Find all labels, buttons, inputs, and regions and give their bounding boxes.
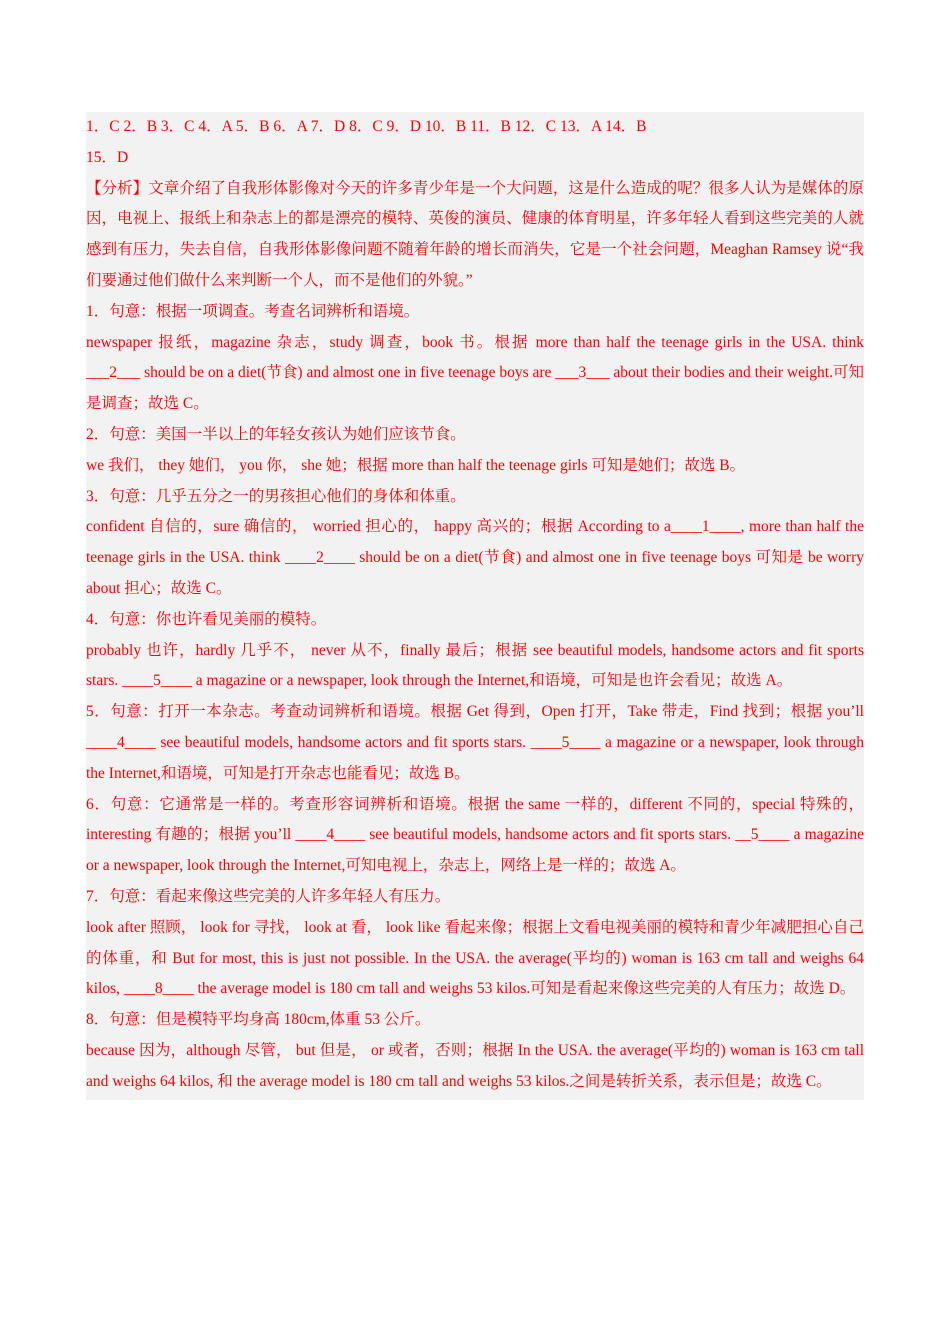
analysis-text: 文章介绍了自我形体影像对今天的许多青少年是一个大问题，这是什么造成的呢？很多人认为是媒体的原因，电视上、报纸上和杂志上的都是漂亮的模特、英俊的演员、健康的体育明星，许多年轻人看到这些完美的人就感到有压力，失去自信，自我形体影像问题不随着年龄的增长而消失，它是一个社会问题，Meaghan Ramsey 说“我们要通过他们做什么来判断一个人，而不是他们的外貌。”: [86, 179, 864, 289]
q6-explanation: 6．句意：它通常是一样的。考查形容词辨析和语境。根据 the same 一样的，different 不同的，special 特殊的， interesting 有趣的；根据 you’ll ____4____ see beautiful models, handsome actors and fit sports stars. __5____ a magazine or a newspaper, look through the Internet,可知电视上，杂志上，网络上是一样的；故选 A。: [86, 795, 864, 875]
q1-explanation: newspaper 报纸，magazine 杂志，study 调查，book 书。根据 more than half the teenage girls in the USA. think ___2___ should be on a diet(节食) and almost one in five teenage boys are ___3___ about their bodies and their weight.可知是调查；故选 C。: [86, 333, 865, 413]
blank: ____5____: [122, 672, 192, 690]
blank: ___2___: [86, 364, 141, 382]
blank: ____4____: [295, 826, 366, 844]
q4-explanation: probably 也许，hardly 几乎不， never 从不，finally 最后；根据 see beautiful models, handsome actors and fit sports stars. ____5____ a magazine or a newspaper, look through the Internet,和语境，可知是也许会看见；故选 A。: [86, 641, 864, 690]
blank: ____8____: [123, 980, 194, 998]
q5-explanation: 5．句意：打开一本杂志。考查动词辨析和语境。根据 Get 得到，Open 打开，Take 带走，Find 找到；根据 you’ll ____4____ see beautiful models, handsome actors and fit sports stars. ____5____ a magazine or a newspaper, look through the Internet,和语境，可知是打开杂志也能看见；故选 B。: [86, 703, 864, 782]
q7-title: 7．句意：看起来像这些完美的人许多年轻人有压力。: [86, 887, 451, 905]
q8-title: 8．句意：但是模特平均身高 180cm,体重 53 公斤。: [86, 1011, 431, 1029]
q3-explanation: confident 自信的，sure 确信的， worried 担心的， happy 高兴的；根据 According to a____1____, more than half the teenage girls in the USA. think ____2____ should be on a diet(节食) and almost one in five teenage boys 可知是 be worry about 担心；故选 C。: [86, 518, 864, 597]
analysis-label: 【分析】: [86, 179, 149, 197]
answer-key-line-1: 1．C 2．B 3．C 4．A 5．B 6．A 7．D 8．C 9．D 10．B 11．B 12．C 13．A 14．B: [86, 118, 647, 135]
q8-explanation: because 因为，although 尽管， but 但是， or 或者，否则；根据 In the USA. the average(平均的) woman is 163 cm tall and weighs 64 kilos, 和 the average model is 180 cm tall and weighs 53 kilos.之间是转折关系，表示但是；故选 C。: [86, 1041, 864, 1090]
analysis-paragraph: [86, 174, 864, 297]
q4-title: 4．句意：你也许看见美丽的模特。: [86, 610, 327, 628]
blank: ___3___: [555, 364, 610, 382]
answer-key: [86, 112, 864, 174]
q3-title: 3．句意：几乎五分之一的男孩担心他们的身体和体重。: [86, 487, 466, 505]
blank: ____5____: [530, 733, 601, 751]
q7-explanation: look after 照顾， look for 寻找， look at 看， look like 看起来像；根据上文看电视美丽的模特和青少年减肥担心自己的体重，和 But for most, this is just not possible. In the USA. the average(平均的) woman is 163 cm tall and weighs 64 kilos, ____8____ the average model is 180 cm tall and weighs 53 kilos.可知是看起来像这些完美的人有压力；故选 D。: [86, 918, 864, 998]
blank: ____4____: [86, 733, 156, 751]
answer-key-line-2: 15．D: [86, 148, 129, 166]
blank: ____1____: [670, 518, 741, 536]
answer-analysis-block: [86, 112, 864, 1100]
q2-title: 2．句意：美国一半以上的年轻女孩认为她们应该节食。: [86, 425, 466, 443]
q1-title: 1．句意：根据一项调查。考查名词辨析和语境。: [86, 302, 420, 320]
blank: __5____: [735, 826, 790, 844]
blank: ____2____: [285, 549, 355, 567]
q2-explanation: we 我们， they 她们， you 你， she 她；根据 more than half the teenage girls 可知是她们；故选 B。: [86, 456, 746, 474]
